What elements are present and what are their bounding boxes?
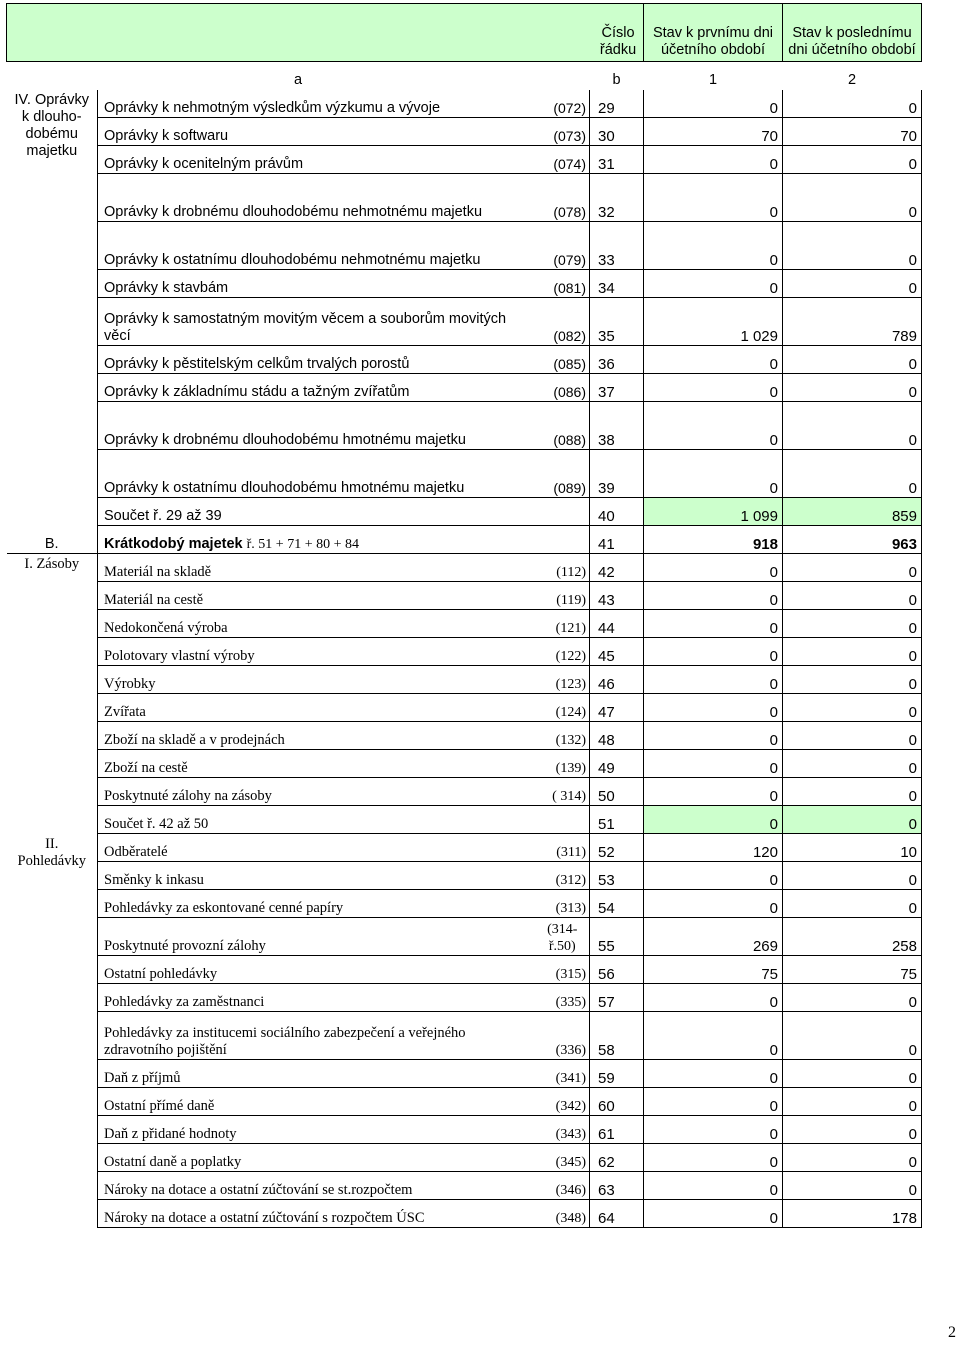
row-number: 60 [590,1088,644,1116]
row-code: (119) [536,582,590,610]
row-value-last: 0 [783,374,922,402]
table-row [7,778,922,806]
table-row [7,862,922,890]
row-label: Oprávky k ostatnímu dlouhodobému nehmotnému majetku [98,222,536,270]
row-code: (074) [536,146,590,174]
row-label: Pohledávky za eskontované cenné papíry [98,890,536,918]
row-label: Polotovary vlastní výroby [98,638,536,666]
row-value-last: 0 [783,610,922,638]
table-row [7,346,922,374]
header-first-period: Stav k prvnímu dni účetního období [644,4,783,62]
row-value-last: 0 [783,1116,922,1144]
row-label: Součet ř. 29 až 39 [98,498,536,526]
row-value-first: 0 [644,638,783,666]
row-code: (336) [536,1012,590,1060]
row-value-first: 0 [644,450,783,498]
table-row [7,1144,922,1172]
table-row [7,374,922,402]
row-number: 59 [590,1060,644,1088]
row-value-last: 0 [783,806,922,834]
row-number: 64 [590,1200,644,1228]
row-label: Materiál na skladě [98,554,536,582]
row-code: (122) [536,638,590,666]
row-number: 51 [590,806,644,834]
table-row [7,834,922,862]
row-value-first: 0 [644,374,783,402]
row-number: 53 [590,862,644,890]
row-value-last: 0 [783,402,922,450]
row-label: Pohledávky za institucemi sociálního zabezpečení a veřejného zdravotního pojištění [98,1012,536,1060]
table-row [7,90,922,118]
row-value-first: 0 [644,1060,783,1088]
row-label: Oprávky k základnímu stádu a tažným zvířatům [98,374,536,402]
header-row [7,4,922,62]
row-value-first: 0 [644,554,783,582]
row-number: 55 [590,918,644,956]
row-value-last: 0 [783,1172,922,1200]
row-value-first: 0 [644,890,783,918]
row-label: Oprávky k samostatným movitým věcem a souborům movitých věcí [98,298,536,346]
sub-a: a [293,71,303,88]
row-code: (123) [536,666,590,694]
row-value-last: 70 [783,118,922,146]
row-number: 48 [590,722,644,750]
row-code: (081) [536,270,590,298]
row-value-first: 0 [644,1116,783,1144]
row-number: 29 [590,90,644,118]
sub-b: b [612,71,621,88]
row-value-last: 0 [783,146,922,174]
row-code: (124) [536,694,590,722]
row-number: 30 [590,118,644,146]
row-label: Odběratelé [98,834,536,862]
row-label: Pohledávky za zaměstnanci [98,984,536,1012]
row-number: 57 [590,984,644,1012]
row-value-first: 0 [644,1172,783,1200]
section-b: B. [7,526,98,554]
row-value-first: 0 [644,1012,783,1060]
row-value-last: 0 [783,1060,922,1088]
table-row [7,146,922,174]
table-row [7,666,922,694]
section-i: I. Zásoby [7,554,98,834]
balance-sheet [6,3,921,1228]
table-row [7,298,922,346]
row-label: Oprávky k pěstitelským celkům trvalých porostů [98,346,536,374]
row-value-first: 0 [644,270,783,298]
row-code: (348) [536,1200,590,1228]
row-value-first: 0 [644,1088,783,1116]
table-row [7,582,922,610]
row-value-last: 963 [783,526,922,554]
row-label: Nedokončená výroba [98,610,536,638]
row-value-first: 1 099 [644,498,783,526]
row-label: Oprávky k drobnému dlouhodobému hmotnému majetku [98,402,536,450]
row-value-first: 0 [644,610,783,638]
row-label: Směnky k inkasu [98,862,536,890]
row-label: Poskytnuté provozní zálohy [98,918,536,956]
row-value-last: 0 [783,346,922,374]
row-value-first: 0 [644,806,783,834]
row-value-first: 918 [644,526,783,554]
row-value-last: 0 [783,890,922,918]
row-code: (072) [536,90,590,118]
row-label: Výrobky [98,666,536,694]
row-value-first: 0 [644,1200,783,1228]
table-row [7,1060,922,1088]
row-label: Oprávky k ostatnímu dlouhodobému hmotnému majetku [98,450,536,498]
row-code: (086) [536,374,590,402]
table-row [7,984,922,1012]
table-row [7,270,922,298]
row-code: (313) [536,890,590,918]
row-value-first: 0 [644,174,783,222]
row-number: 50 [590,778,644,806]
row-code: (139) [536,750,590,778]
row-value-first: 0 [644,694,783,722]
row-value-first: 0 [644,402,783,450]
row-label: Oprávky k drobnému dlouhodobému nehmotnému majetku [98,174,536,222]
row-value-first: 75 [644,956,783,984]
row-label: Součet ř. 42 až 50 [98,806,536,834]
header-sub-row [7,62,922,90]
row-label: Oprávky k nehmotným výsledkům výzkumu a vývoje [98,90,536,118]
row-value-first: 0 [644,146,783,174]
row-value-last: 0 [783,582,922,610]
row-code: (079) [536,222,590,270]
header-last-period: Stav k poslednímu dni účetního období [783,4,922,62]
row-code: (335) [536,984,590,1012]
row-number: 41 [590,526,644,554]
row-value-first: 269 [644,918,783,956]
row-value-last: 0 [783,90,922,118]
row-value-last: 0 [783,984,922,1012]
table-row [7,1088,922,1116]
row-number: 32 [590,174,644,222]
row-label: Oprávky k softwaru [98,118,536,146]
row-value-last: 859 [783,498,922,526]
row-value-first: 0 [644,722,783,750]
table-row [7,694,922,722]
row-label: Nároky na dotace a ostatní zúčtování s rozpočtem ÚSC [98,1200,536,1228]
row-value-last: 0 [783,1144,922,1172]
row-number: 37 [590,374,644,402]
row-label: Poskytnuté zálohy na zásoby [98,778,536,806]
row-value-first: 0 [644,582,783,610]
table-row [7,1200,922,1228]
row-label: Nároky na dotace a ostatní zúčtování se st.rozpočtem [98,1172,536,1200]
row-value-last: 0 [783,450,922,498]
table-row [7,918,922,956]
row-label: Zboží na skladě a v prodejnách [98,722,536,750]
row-value-last: 258 [783,918,922,956]
table-row [7,956,922,984]
row-number: 47 [590,694,644,722]
row-code: (121) [536,610,590,638]
row-label: Oprávky k ocenitelným právům [98,146,536,174]
row-code [536,526,590,554]
row-number: 46 [590,666,644,694]
row-label: Daň z přidané hodnoty [98,1116,536,1144]
row-value-first: 0 [644,984,783,1012]
row-code: (314-ř.50) [536,918,590,956]
row-value-last: 0 [783,638,922,666]
table-row [7,750,922,778]
row-number: 62 [590,1144,644,1172]
row-value-last: 0 [783,750,922,778]
row-code: ( 314) [536,778,590,806]
table-row [7,1012,922,1060]
row-value-last: 75 [783,956,922,984]
table-row [7,526,922,554]
row-code [536,498,590,526]
row-value-first: 0 [644,750,783,778]
row-number: 39 [590,450,644,498]
row-code: (082) [536,298,590,346]
table-row [7,1116,922,1144]
row-value-last: 789 [783,298,922,346]
row-number: 38 [590,402,644,450]
row-value-last: 0 [783,778,922,806]
row-number: 45 [590,638,644,666]
row-code: (346) [536,1172,590,1200]
row-number: 56 [590,956,644,984]
row-code: (085) [536,346,590,374]
row-number: 34 [590,270,644,298]
table-row [7,450,922,498]
row-code: (132) [536,722,590,750]
row-value-last: 178 [783,1200,922,1228]
row-code: (073) [536,118,590,146]
row-number: 61 [590,1116,644,1144]
section-iv: IV. Oprávky k dlouho-dobému majetku [7,90,98,526]
row-value-last: 0 [783,554,922,582]
row-value-first: 1 029 [644,298,783,346]
row-number: 58 [590,1012,644,1060]
table-row [7,890,922,918]
row-number: 36 [590,346,644,374]
row-value-first: 0 [644,666,783,694]
row-label: Krátkodobý majetek ř. 51 + 71 + 80 + 84 [98,526,536,554]
row-number: 33 [590,222,644,270]
row-code: (341) [536,1060,590,1088]
row-code: (345) [536,1144,590,1172]
row-value-first: 0 [644,862,783,890]
row-code: (312) [536,862,590,890]
table-row [7,554,922,582]
table-row [7,222,922,270]
row-value-first: 0 [644,90,783,118]
row-code: (112) [536,554,590,582]
row-code: (088) [536,402,590,450]
row-value-last: 0 [783,694,922,722]
row-code [536,806,590,834]
row-value-first: 0 [644,222,783,270]
row-value-last: 0 [783,862,922,890]
row-value-last: 0 [783,174,922,222]
header-rownum: Číslo řádku [7,4,644,62]
row-value-last: 0 [783,222,922,270]
row-number: 42 [590,554,644,582]
row-number: 43 [590,582,644,610]
row-number: 35 [590,298,644,346]
sub-1: 1 [708,71,718,88]
row-label: Materiál na cestě [98,582,536,610]
row-value-first: 70 [644,118,783,146]
row-value-first: 0 [644,778,783,806]
row-code: (089) [536,450,590,498]
table-row [7,1172,922,1200]
row-value-last: 10 [783,834,922,862]
section-ii: II. Pohledávky [7,834,98,1228]
row-value-first: 0 [644,346,783,374]
row-label: Oprávky k stavbám [98,270,536,298]
table-row [7,610,922,638]
table-row [7,638,922,666]
row-number: 44 [590,610,644,638]
row-value-last: 0 [783,1012,922,1060]
row-label: Zboží na cestě [98,750,536,778]
row-number: 31 [590,146,644,174]
row-label: Zvířata [98,694,536,722]
row-value-first: 120 [644,834,783,862]
row-value-last: 0 [783,1088,922,1116]
row-value-last: 0 [783,270,922,298]
table-row [7,498,922,526]
row-label: Daň z příjmů [98,1060,536,1088]
row-value-last: 0 [783,722,922,750]
row-number: 63 [590,1172,644,1200]
row-value-last: 0 [783,666,922,694]
table-row [7,174,922,222]
table-row [7,806,922,834]
row-label: Ostatní pohledávky [98,956,536,984]
balance-table [6,3,922,1228]
row-number: 54 [590,890,644,918]
table-row [7,402,922,450]
row-number: 49 [590,750,644,778]
row-number: 52 [590,834,644,862]
row-value-first: 0 [644,1144,783,1172]
row-number: 40 [590,498,644,526]
page-number: 2 [948,1324,956,1341]
sub-2: 2 [847,71,857,88]
table-row [7,722,922,750]
row-label: Ostatní daně a poplatky [98,1144,536,1172]
row-label: Ostatní přímé daně [98,1088,536,1116]
row-code: (343) [536,1116,590,1144]
row-code: (315) [536,956,590,984]
row-code: (311) [536,834,590,862]
row-code: (342) [536,1088,590,1116]
row-code: (078) [536,174,590,222]
table-row [7,118,922,146]
